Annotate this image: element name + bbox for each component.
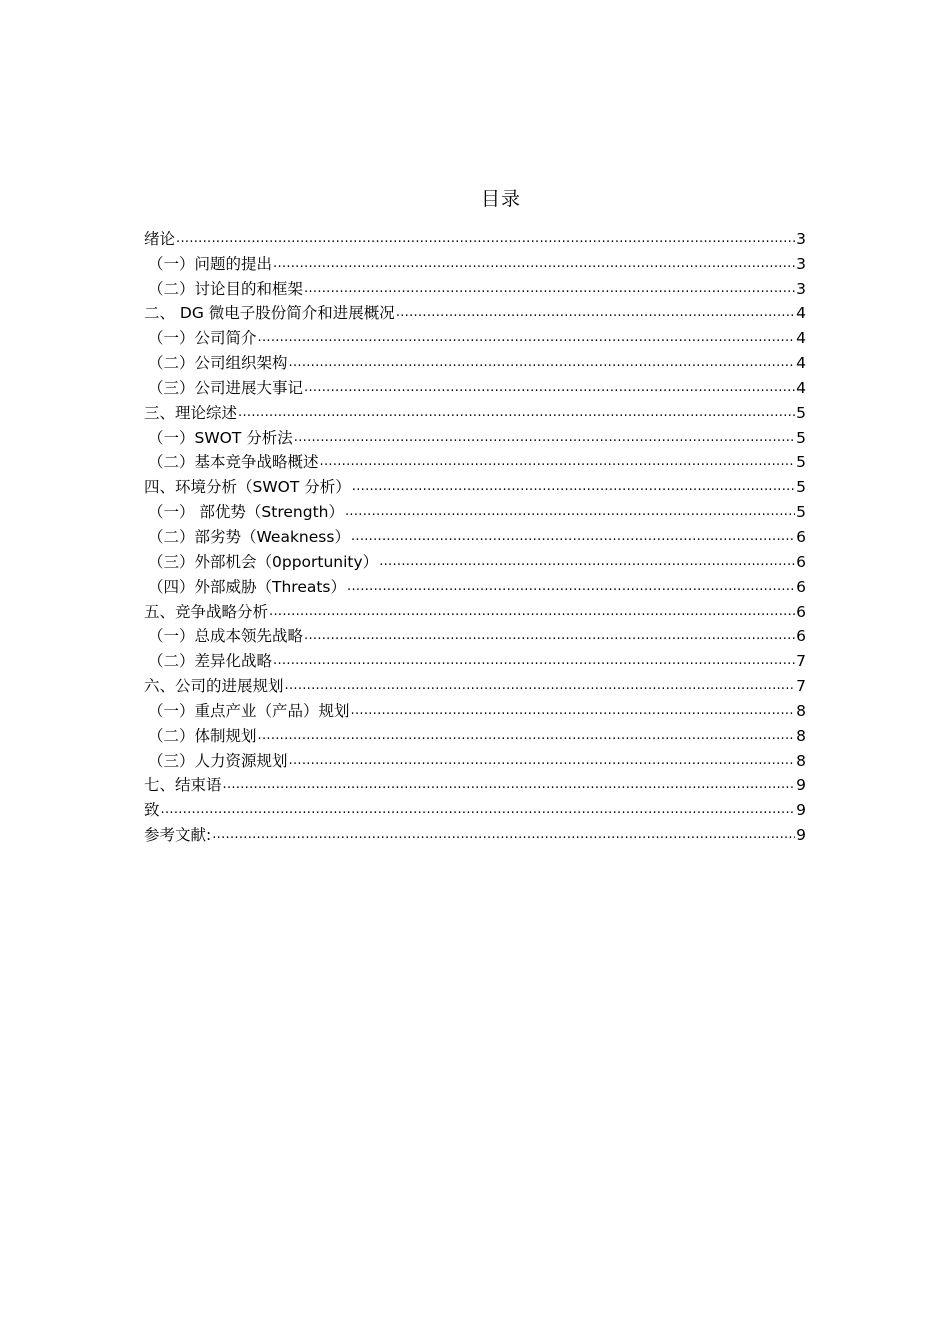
- toc-entry-page-number: 6: [796, 602, 806, 621]
- dot-leader: [294, 431, 795, 445]
- toc-entry[interactable]: [144, 573, 806, 598]
- toc-entry[interactable]: [144, 598, 806, 623]
- toc-entry[interactable]: [144, 647, 806, 672]
- toc-entry-label: 三、理论综述: [144, 403, 238, 422]
- dot-leader: [320, 455, 796, 469]
- dot-leader: [289, 356, 796, 370]
- toc-entry[interactable]: [144, 722, 806, 747]
- dot-leader: [304, 381, 795, 395]
- dot-leader: [351, 530, 795, 544]
- toc-entry-label: 六、公司的进展规划: [144, 677, 284, 696]
- toc-entry-label: （二）公司组织架构: [148, 354, 288, 373]
- toc-entry-label: （一）问题的提出: [148, 254, 273, 273]
- dot-leader: [273, 654, 795, 668]
- dot-leader: [223, 778, 796, 792]
- toc-entry-label: 七、结束语: [144, 776, 222, 795]
- toc-entry[interactable]: [144, 697, 806, 722]
- toc-entry-label: 五、竞争战略分析: [144, 602, 269, 621]
- dot-leader: [347, 580, 795, 594]
- toc-title: 目录: [480, 188, 521, 210]
- toc-entry[interactable]: [144, 772, 806, 797]
- toc-entry-page-number: 3: [796, 229, 806, 248]
- toc-entry-label: （一） 部优势（Strength）: [148, 503, 344, 522]
- dot-leader: [258, 729, 796, 743]
- toc-entry-page-number: 8: [796, 751, 806, 770]
- toc-entry-label: （三）人力资源规划: [148, 751, 288, 770]
- toc-entry-page-number: 6: [796, 577, 806, 596]
- toc-entry-page-number: 9: [796, 776, 806, 795]
- toc-entry-label: 二、 DG 微电子股份简介和进展概况: [144, 304, 395, 323]
- toc-entry[interactable]: [144, 275, 806, 300]
- toc-entry[interactable]: [144, 424, 806, 449]
- toc-entry-label: （三）公司进展大事记: [148, 378, 304, 397]
- dot-leader: [345, 505, 795, 519]
- toc-entry-label: （二）体制规划: [148, 726, 257, 745]
- toc-entry-label: （二）部劣势（Weakness）: [148, 527, 350, 546]
- dot-leader: [258, 331, 796, 345]
- toc-entry-page-number: 8: [796, 726, 806, 745]
- toc-entry-page-number: 4: [796, 304, 806, 323]
- toc-entry[interactable]: [144, 623, 806, 648]
- toc-entry-page-number: 5: [796, 453, 806, 472]
- dot-leader: [238, 406, 795, 420]
- toc-entry-label: （三）外部机会（0pportunity）: [148, 552, 379, 571]
- toc-entry-page-number: 3: [796, 254, 806, 273]
- toc-entry-label: 绪论: [144, 229, 176, 248]
- dot-leader: [351, 704, 796, 718]
- dot-leader: [269, 605, 795, 619]
- toc-entry-page-number: 6: [796, 552, 806, 571]
- toc-entry-page-number: 4: [796, 378, 806, 397]
- toc-entry-page-number: 4: [796, 329, 806, 348]
- toc-entry[interactable]: [144, 498, 806, 523]
- toc-entry-label: （一）总成本领先战略: [148, 627, 304, 646]
- dot-leader: [161, 803, 796, 817]
- dot-leader: [176, 232, 795, 246]
- toc-entry[interactable]: [144, 399, 806, 424]
- toc-entry-page-number: 5: [796, 478, 806, 497]
- toc-entry-page-number: 4: [796, 354, 806, 373]
- dot-leader: [352, 480, 795, 494]
- toc-entry[interactable]: [144, 349, 806, 374]
- toc-entry-label: （四）外部威胁（Threats）: [148, 577, 347, 596]
- toc-entry-page-number: 6: [796, 627, 806, 646]
- toc-entry[interactable]: [144, 449, 806, 474]
- toc-entry-page-number: 5: [796, 403, 806, 422]
- dot-leader: [396, 306, 795, 320]
- toc-entry[interactable]: [144, 473, 806, 498]
- toc-entry-page-number: 6: [796, 527, 806, 546]
- toc-entry-page-number: 5: [796, 503, 806, 522]
- toc-entry-label: （二）基本竞争战略概述: [148, 453, 319, 472]
- toc-entry-label: （一）公司简介: [148, 329, 257, 348]
- table-of-contents: [144, 225, 806, 846]
- toc-entry[interactable]: [144, 747, 806, 772]
- toc-entry-page-number: 9: [796, 801, 806, 820]
- toc-entry-page-number: 7: [796, 677, 806, 696]
- toc-entry-label: 四、环境分析（SWOT 分析）: [144, 478, 351, 497]
- toc-entry[interactable]: [144, 250, 806, 275]
- toc-entry-label: （一）重点产业（产品）规划: [148, 701, 350, 720]
- dot-leader: [285, 679, 796, 693]
- toc-entry-page-number: 3: [796, 279, 806, 298]
- dot-leader: [304, 282, 795, 296]
- toc-entry-label: （一）SWOT 分析法: [148, 428, 293, 447]
- toc-entry[interactable]: [144, 672, 806, 697]
- toc-entry-label: （二）讨论目的和框架: [148, 279, 304, 298]
- toc-entry-label: 致: [144, 801, 160, 820]
- toc-entry[interactable]: [144, 300, 806, 325]
- toc-entry[interactable]: [144, 821, 806, 846]
- toc-entry[interactable]: [144, 324, 806, 349]
- toc-entry[interactable]: [144, 548, 806, 573]
- toc-entry-label: （二）差异化战略: [148, 652, 273, 671]
- toc-entry[interactable]: [144, 523, 806, 548]
- toc-entry-page-number: 9: [796, 826, 806, 845]
- toc-entry-label: 参考文献:: [144, 826, 212, 845]
- toc-entry-page-number: 7: [796, 652, 806, 671]
- dot-leader: [304, 629, 795, 643]
- toc-entry[interactable]: [144, 225, 806, 250]
- toc-entry[interactable]: [144, 374, 806, 399]
- dot-leader: [379, 555, 795, 569]
- toc-entry-page-number: 5: [796, 428, 806, 447]
- dot-leader: [212, 828, 795, 842]
- toc-entry-page-number: 8: [796, 701, 806, 720]
- toc-entry[interactable]: [144, 796, 806, 821]
- dot-leader: [289, 754, 796, 768]
- dot-leader: [273, 257, 795, 271]
